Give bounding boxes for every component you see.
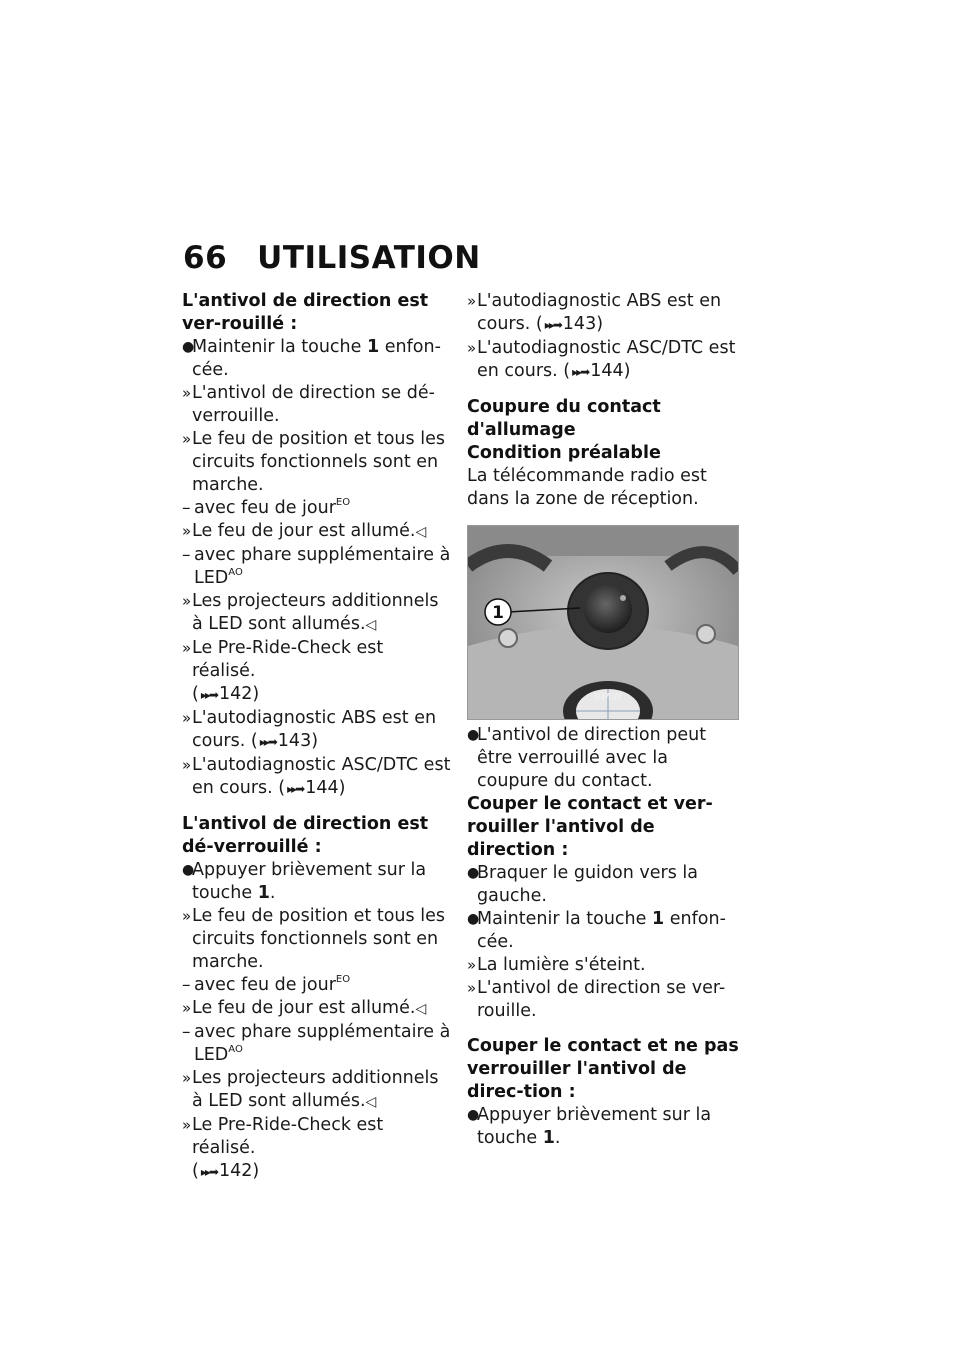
page-reference[interactable]: 143) — [562, 314, 604, 334]
off-lock-step: ● Maintenir la touche 1 enfon-cée. — [467, 909, 726, 952]
result-item: » La lumière s'éteint. — [467, 955, 646, 975]
result-item: » Le feu de jour est allumé.◁ — [182, 998, 427, 1018]
page-reference[interactable]: 142) — [218, 1161, 260, 1181]
result-item: » Le Pre-Ride-Check est réalisé. ( ▸▸➡ 142) — [182, 638, 384, 704]
page-ref-arrow-icon: ▸▸➡ — [572, 365, 589, 379]
left-column — [182, 290, 452, 1184]
key-number: 1 — [542, 1128, 555, 1148]
dash-icon: – — [182, 498, 191, 518]
condition-item: – avec feu de jour$^{EO}$ — [182, 497, 351, 518]
result-arrow-icon: » — [182, 999, 192, 1017]
result-arrow-icon: » — [182, 592, 192, 610]
ignition-photo-illustration — [468, 526, 738, 719]
page-ref-arrow-icon: ▸▸➡ — [259, 735, 276, 749]
condition-item: – avec feu de jour$^{EO}$ — [182, 974, 351, 995]
bullet-icon: ● — [467, 727, 480, 743]
section-title: Coupure du contact d'allumage — [467, 397, 661, 440]
key-number: 1 — [257, 883, 270, 903]
page-number: 66 — [183, 240, 228, 276]
right-column — [467, 290, 742, 1150]
condition-item: – avec phare supplémentaire à $LED^{AO}$ — [182, 1022, 451, 1065]
photo-callout-label: 1 — [492, 603, 504, 623]
result-arrow-icon: » — [467, 292, 477, 310]
result-item: » L'autodiagnostic ABS est en cours. ( ▸▸➡ 143) — [182, 708, 437, 751]
result-arrow-icon: » — [182, 1116, 192, 1134]
result-item: » L'autodiagnostic ASC/DTC est en cours. ( ▸▸➡ 144) — [182, 755, 451, 798]
result-item: » L'autodiagnostic ASC/DTC est en cours. ( ▸▸➡ 144) — [467, 338, 736, 381]
off-lock-heading: Couper le contact et ver-rouiller l'antivol de direction : — [467, 794, 713, 860]
locked-step: ● Maintenir la touche 1 enfon-cée. — [182, 337, 441, 380]
note-item: ● L'antivol de direction peut être verrouillé avec la coupure du contact. — [467, 725, 707, 791]
page-ref-arrow-icon: ▸▸➡ — [200, 1165, 217, 1179]
result-item: » L'autodiagnostic ABS est en cours. ( ▸▸➡ 143) — [467, 291, 722, 334]
bullet-icon: ● — [182, 862, 195, 878]
equipment-badge: AO — [228, 1044, 243, 1056]
page-ref-arrow-icon: ▸▸➡ — [544, 318, 561, 332]
off-nolock-heading: Couper le contact et ne pas verrouiller l'antivol de direc-tion : — [467, 1036, 739, 1102]
end-marker-icon: ◁ — [365, 1094, 377, 1110]
equipment-badge: EO — [335, 974, 351, 986]
result-arrow-icon: » — [182, 522, 192, 540]
chapter-title: UTILISATION — [257, 240, 481, 276]
result-arrow-icon: » — [467, 956, 477, 974]
bullet-icon: ● — [467, 865, 480, 881]
dash-icon: – — [182, 1022, 191, 1042]
page-ref-arrow-icon: ▸▸➡ — [200, 688, 217, 702]
page-reference[interactable]: 143) — [277, 731, 319, 751]
result-arrow-icon: » — [182, 907, 192, 925]
photo-logo-text: BMW — [593, 692, 623, 703]
result-arrow-icon: » — [467, 339, 477, 357]
key-number: 1 — [366, 337, 380, 357]
off-nolock-step: ● Appuyer brièvement sur la touche 1. — [467, 1105, 712, 1148]
condition-item: – avec phare supplémentaire à $LED^{AO}$ — [182, 545, 451, 588]
result-item: » Le feu de position et tous les circuits fonctionnels sont en marche. — [182, 906, 445, 972]
bullet-icon: ● — [467, 911, 480, 927]
result-item: » Le Pre-Ride-Check est réalisé. ( ▸▸➡ 142) — [182, 1115, 384, 1181]
page-ref-arrow-icon: ▸▸➡ — [287, 782, 304, 796]
equipment-badge: AO — [228, 567, 243, 579]
prerequisite-text: La télécommande radio est dans la zone de réception. — [467, 466, 707, 509]
dash-icon: – — [182, 975, 191, 995]
bullet-icon: ● — [182, 339, 195, 355]
result-arrow-icon: » — [182, 756, 192, 774]
key-number: 1 — [651, 909, 665, 929]
result-arrow-icon: » — [182, 639, 192, 657]
result-item: » L'antivol de direction se dé-verrouille. — [182, 383, 435, 426]
end-marker-icon: ◁ — [415, 1001, 427, 1017]
bullet-icon: ● — [467, 1107, 480, 1123]
end-marker-icon: ◁ — [415, 524, 427, 540]
result-item: » Le feu de position et tous les circuits fonctionnels sont en marche. — [182, 429, 445, 495]
result-arrow-icon: » — [182, 384, 192, 402]
result-arrow-icon: » — [182, 1069, 192, 1087]
page-reference[interactable]: 144) — [590, 361, 631, 381]
result-item: » L'antivol de direction se ver-rouille. — [467, 978, 726, 1021]
result-item: » Les projecteurs additionnels à LED sont allumés.◁ — [182, 591, 439, 634]
end-marker-icon: ◁ — [365, 617, 377, 633]
result-item: » Les projecteurs additionnels à LED sont allumés.◁ — [182, 1068, 439, 1111]
result-arrow-icon: » — [467, 979, 477, 997]
page-reference[interactable]: 144) — [305, 778, 346, 798]
result-arrow-icon: » — [182, 709, 192, 727]
dash-icon: – — [182, 545, 191, 565]
unlocked-heading: L'antivol de direction est dé-verrouillé : — [182, 814, 429, 857]
page-header — [183, 240, 481, 276]
prerequisite-heading: Condition préalable — [467, 443, 661, 463]
unlocked-step: ● Appuyer brièvement sur la touche 1. — [182, 860, 427, 903]
equipment-badge: EO — [335, 497, 351, 509]
page-reference[interactable]: 142) — [218, 684, 260, 704]
ignition-key-photo — [467, 525, 739, 720]
result-item: » Le feu de jour est allumé.◁ — [182, 521, 427, 541]
locked-heading: L'antivol de direction est ver-rouillé : — [182, 291, 429, 334]
result-arrow-icon: » — [182, 430, 192, 448]
off-lock-step: ● Braquer le guidon vers la gauche. — [467, 863, 698, 906]
